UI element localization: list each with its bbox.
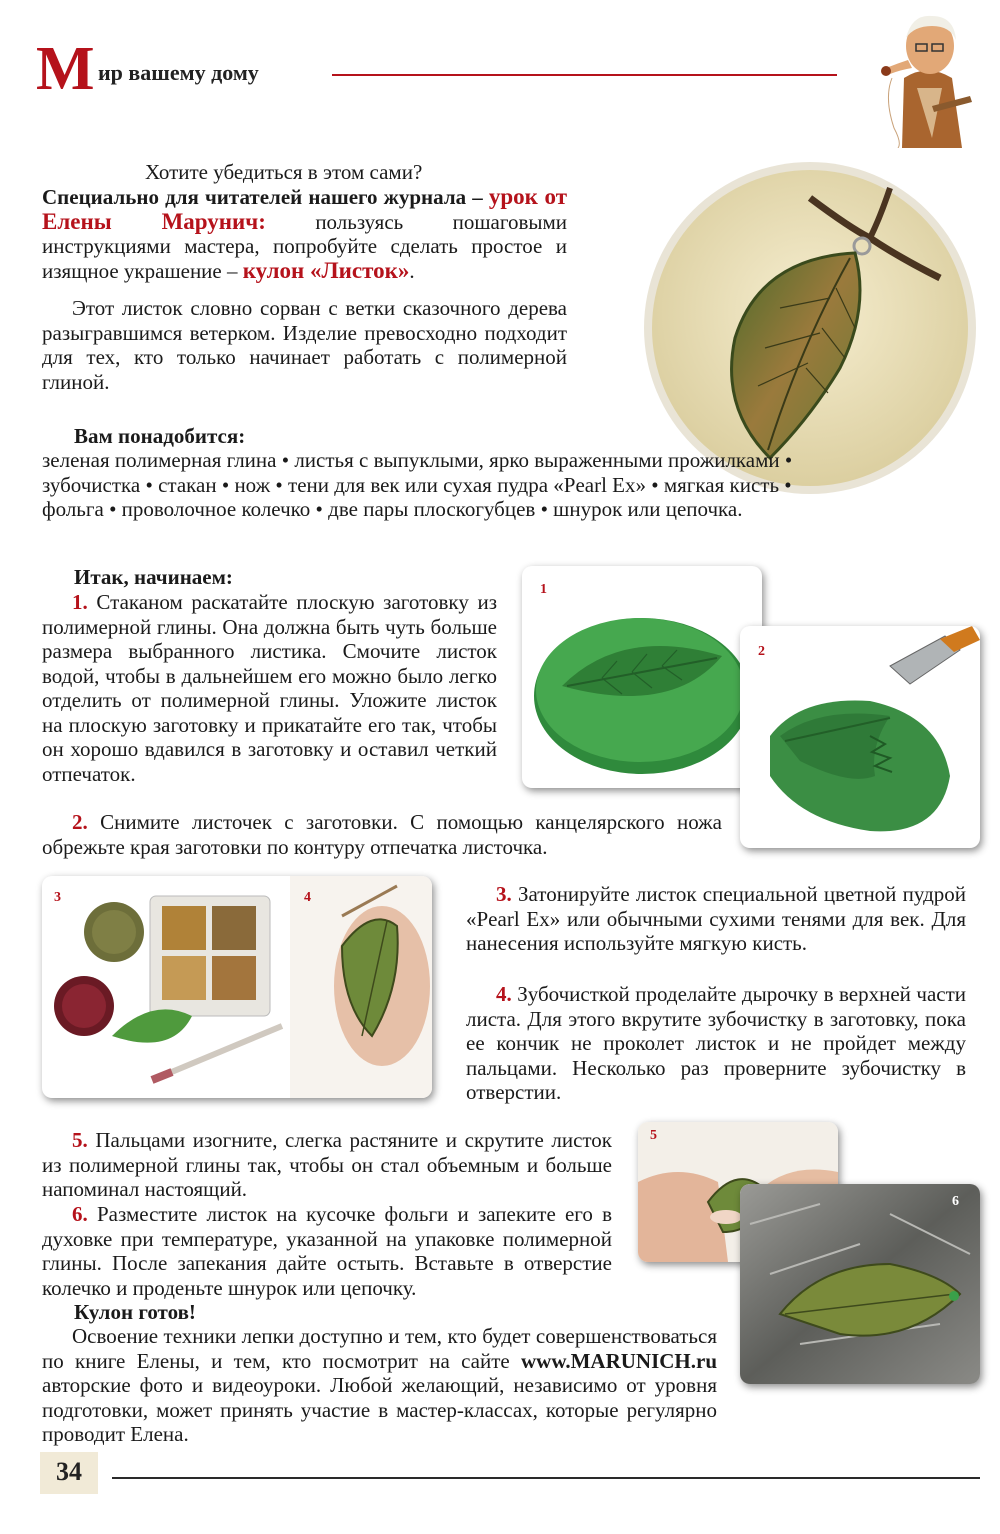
intro-lead-text: пользуясь пошаговыми инструкциями мастера, попробуйте сделать простое и изящное украшение – <box>42 209 567 283</box>
intro-lead <box>42 185 567 283</box>
intro-question: Хотите убедиться в этом сами? <box>145 160 423 184</box>
steps-heading: Итак, начинаем: <box>74 565 233 589</box>
step-2-number: 2. <box>72 810 88 834</box>
step-6 <box>42 1202 612 1300</box>
intro-lead-highlight: урок от Елены Марунич: <box>42 184 568 234</box>
step-6-text: Разместите листок на кусочке фольги и запеките его в духовке при температуре, указанной на упаковке полимерной глины. После запекания дайте остыть. Вставьте в отверстие колечко и проденьте шнурок или цепочку. <box>42 1202 613 1300</box>
photo-step-6 <box>740 1184 980 1384</box>
materials-heading: Вам понадобится: <box>74 424 246 448</box>
header-rule <box>332 74 837 76</box>
photo-step-3-4 <box>42 876 432 1098</box>
cutting-illustration <box>740 626 980 848</box>
clay-disc-illustration <box>522 566 762 788</box>
step-1 <box>42 590 497 786</box>
step-5 <box>42 1128 612 1202</box>
pendant-photo <box>640 158 980 498</box>
photo-1-number: 1 <box>540 582 547 597</box>
photo-step-1 <box>522 566 762 788</box>
step-5-number: 5. <box>72 1128 88 1152</box>
step-3-text: Затонируйте листок специальной цветной пудрой «Pearl Ex» или обычными сухими тенями для век. Для нанесения используйте мягкую кисть. <box>466 882 967 955</box>
project-name: кулон «Листок» <box>242 257 410 283</box>
photo-step-2 <box>740 626 980 848</box>
step-2 <box>42 810 722 859</box>
step-4-text: Зубочисткой проделайте дырочку в верхней части листа. Для этого вкрутите зубочистку в заготовку, пока ее кончик не проколет листок и не пройдет между пальцами. Несколько раз проверните зубочистку в отверстии. <box>466 982 966 1104</box>
intro-paragraph: Этот листок словно сорван с ветки сказочного дерева разыгравшимся ветерком. Изделие превосходно подходит для тех, кто только начинает работать с полимерной глиной. <box>42 296 567 394</box>
intro-lead-end: . <box>409 258 415 283</box>
step-4-number: 4. <box>496 982 512 1006</box>
photo-6-number: 6 <box>952 1194 959 1209</box>
step-1-text: Стаканом раскатайте плоскую заготовку из полимерной глины. Она должна быть чуть больше размера выбранного листика. Смочите листок водой, чтобы в дальнейшем его можно было легко отделить от полимерной глины. Уложите листок на плоскую заготовку и прикатайте его так, чтобы он хорошо вдавился в заготовку и оставил четкий отпечаток. <box>42 590 498 786</box>
photo-2-number: 2 <box>758 644 765 659</box>
materials-list: зеленая полимерная глина • листья с выпуклыми, ярко выраженными прожилками • зубочистка • стакан • нож • тени для век или сухая пудра «Pearl Ex» • мягкая кисть • фольга • проволочное колечко • две пары плоскогубцев • шнурок или цепочка. <box>42 448 793 521</box>
step-6-number: 6. <box>72 1202 88 1226</box>
website-link[interactable]: www.MARUNICH.ru <box>521 1348 718 1373</box>
tinting-illustration <box>42 876 432 1098</box>
page-number: 34 <box>56 1457 82 1486</box>
figurine-illustration <box>872 8 982 148</box>
baking-illustration <box>740 1184 980 1384</box>
section-title: ир вашему дому <box>98 60 259 85</box>
step-4 <box>466 982 966 1105</box>
step-1-number: 1. <box>72 590 88 614</box>
closing-paragraph <box>42 1324 717 1447</box>
step-2-text: Снимите листочек с заготовки. С помощью канцелярского ножа обрежьте края заготовки по контуру отпечатка листочка. <box>42 810 722 859</box>
photo-4-number: 4 <box>304 890 311 905</box>
photo-5-number: 5 <box>650 1128 657 1143</box>
intro-lead-bold: Специально для читателей нашего журнала – <box>42 185 483 209</box>
step-3-number: 3. <box>496 882 512 906</box>
closing-text-a: Освоение техники лепки доступно и тем, кто будет совершенствоваться по книге Елены, и тем, кто посмотрит на сайте <box>42 1324 717 1373</box>
photo-3-number: 3 <box>54 890 61 905</box>
closing-text-b: авторские фото и видеоуроки. Любой желающий, независимо от уровня подготовки, может принять участие в мастер-классах, которые регулярно проводит Елена. <box>42 1373 717 1446</box>
done-heading: Кулон готов! <box>74 1300 196 1324</box>
step-3 <box>466 882 966 956</box>
footer-rule <box>112 1477 980 1479</box>
step-5-text: Пальцами изогните, слегка растяните и скрутите листок из полимерной глины так, чтобы он стал объемным и больше напоминал настоящий. <box>42 1128 613 1201</box>
header-initial: М <box>36 35 95 103</box>
